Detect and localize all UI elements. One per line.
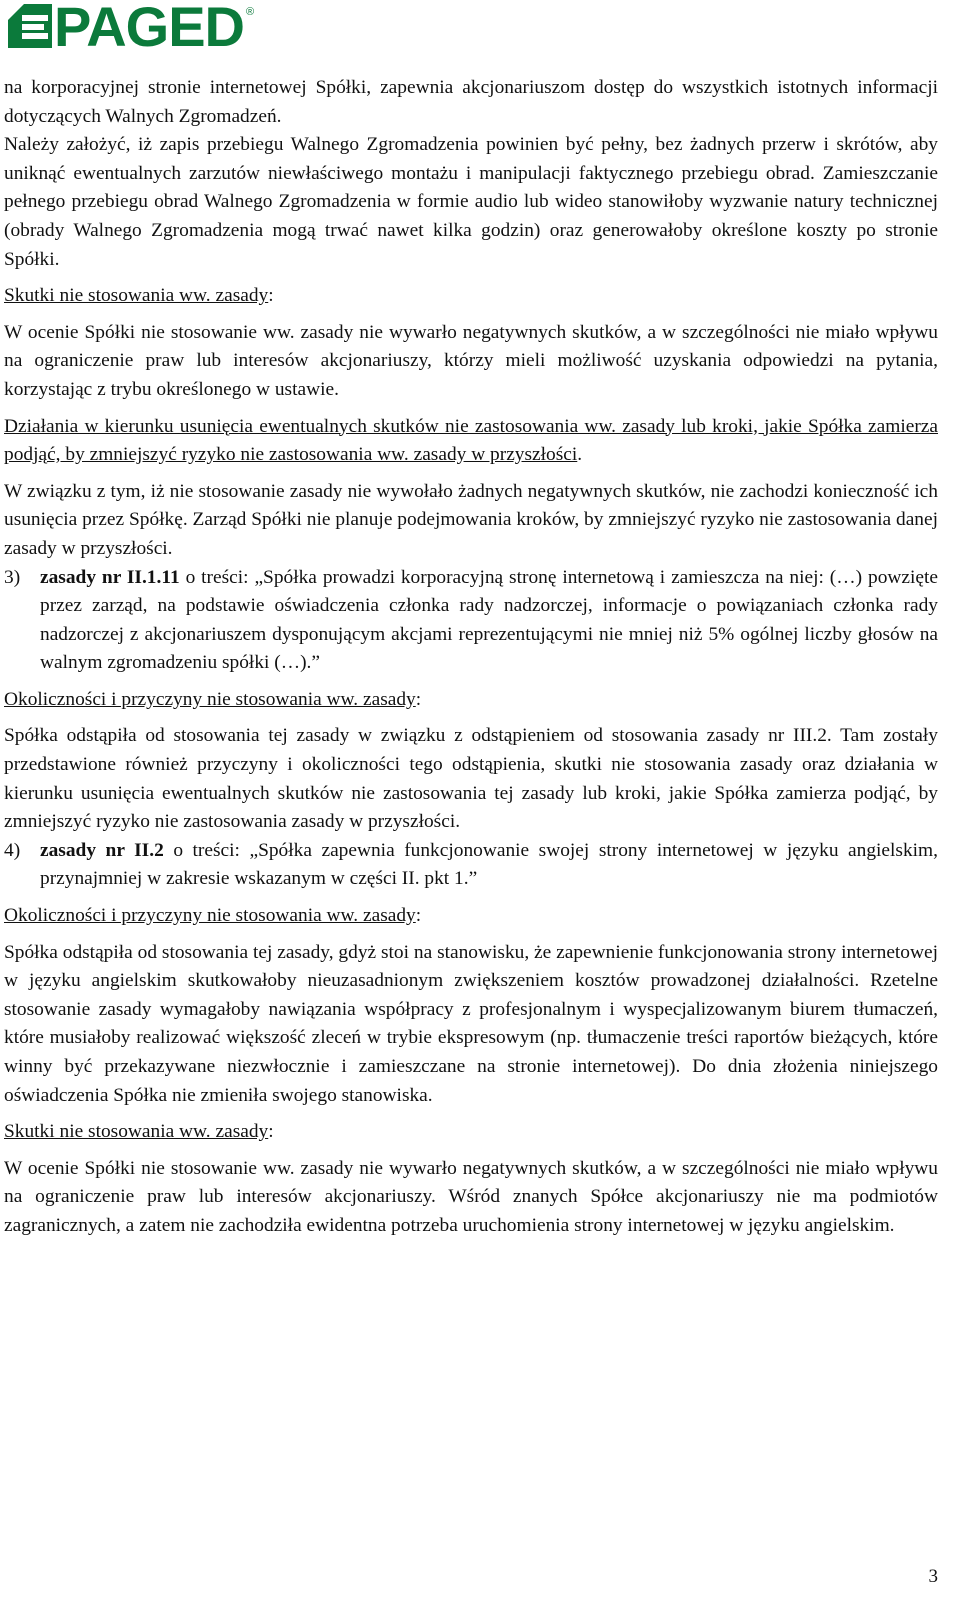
colon: : [415, 905, 422, 927]
list-item-4-number: 4) [4, 839, 21, 861]
list-item-3-bold: zasady nr II.1.11 [40, 566, 180, 588]
list-item-3 [4, 564, 938, 678]
paragraph-2: Należy założyć, iż zapis przebiegu Walnego Zgromadzenia powinien być pełny, bez żadnych przerw i skrótów, aby uniknąć ewentualnych zarzutów niewłaściwego montażu i manipulacji faktycznego przebiegu obrad. Zamieszczanie pełnego przebiegu obrad Walnego Zgromadzenia w formie audio lub wideo stanowiłoby wyzwanie natury technicznej (obrady Walnego Zgromadzenia mogą trwać nawet kilka godzin) oraz generowałoby określone koszty po stronie Spółki. [4, 134, 938, 270]
paragraph-1: na korporacyjnej stronie internetowej Spółki, zapewnia akcjonariuszom dostęp do wszystkich istotnych informacji dotyczących Walnych Zgromadzeń. [4, 77, 938, 127]
list-item-3-text: o treści: „Spółka prowadzi korporacyjną stronę internetową i zamieszcza na niej: (…) powzięte przez zarząd, na podstawie oświadczenia członka rady nadzorczej, informacje o powiązaniach członka rady nadzorczej z akcjonariuszem dysponującym akcjami reprezentującymi nie mniej niż 5% ogólnej liczby głosów na walnym zgromadzeniu spółki (…).” [40, 566, 938, 674]
list-item-3-body [40, 564, 938, 678]
document-body [4, 74, 938, 1241]
paragraph-3: W ocenie Spółki nie stosowanie ww. zasady nie wywarło negatywnych skutków, a w szczególności nie miało wpływu na ograniczenie praw lub interesów akcjonariuszy, którzy mieli możliwość uzyskania odpowiedzi na pytania, korzystając z trybu określonego w ustawie. [4, 321, 938, 400]
registered-mark: ® [246, 6, 255, 18]
paragraph-7: W ocenie Spółki nie stosowanie ww. zasady nie wywarło negatywnych skutków, a w szczególności nie miało wpływu na ograniczenie praw lub interesów akcjonariuszy. Wśród znanych Spółce akcjonariuszy nie ma podmiotów zagranicznych, a zatem nie zachodziła ewidentna potrzeba uruchomienia strony internetowej w języku angielskim. [4, 1157, 938, 1236]
list-item-4-bold: zasady nr II.2 [40, 839, 164, 861]
heading-skutki-2-text: Skutki nie stosowania ww. zasady [4, 1121, 269, 1143]
heading-okolicznosci-2-text: Okoliczności i przyczyny nie stosowania ww. zasady [4, 905, 416, 927]
heading-okolicznosci-1-text: Okoliczności i przyczyny nie stosowania ww. zasady [4, 688, 416, 710]
period: . [577, 444, 583, 466]
list-item-3-number: 3) [4, 566, 21, 588]
logo-text: PAGED [54, 0, 244, 58]
heading-okolicznosci-2 [4, 902, 938, 931]
list-item-4-text: o treści: „Spółka zapewnia funkcjonowanie swojej strony internetowej w języku angielskim, przynajmniej w zakresie wskazanym w części II. pkt 1.” [40, 839, 938, 890]
logo-mark-icon [8, 4, 52, 48]
colon: : [415, 688, 422, 710]
heading-dzialania [4, 413, 938, 470]
heading-skutki-2 [4, 1118, 938, 1147]
paragraph-4: W związku z tym, iż nie stosowanie zasady nie wywołało żadnych negatywnych skutków, nie zachodzi konieczność ich usunięcia przez Spółkę. Zarząd Spółki nie planuje podejmowania kroków, by zmniejszyć ryzyko nie zastosowania danej zasady w przyszłości. [4, 480, 938, 559]
paragraph-6: Spółka odstąpiła od stosowania tej zasady, gdyż stoi na stanowisku, że zapewnienie funkcjonowania strony internetowej w języku angielskim skutkowałoby nieuzasadnionym zwiększeniem kosztów prowadzonej działalności. Rzetelne stosowanie zasady wymagałoby nawiązania współpracy z profesjonalnym i wyspecjalizowanym biurem tłumaczeń, które musiałoby realizować większość zleceń w trybie ekspresowym (np. tłumaczenie treści raportów bieżących, które winny być przekazywane niezwłocznie i zamieszczane na stronie internetowej). Do dnia złożenia niniejszego oświadczenia Spółka nie zmieniła swojego stanowiska. [4, 941, 938, 1106]
heading-skutki-1 [4, 282, 938, 311]
list-item-4-body [40, 837, 938, 894]
heading-okolicznosci-1 [4, 686, 938, 715]
page-number: 3 [928, 1566, 938, 1587]
heading-dzialania-text: Działania w kierunku usunięcia ewentualnych skutków nie zastosowania ww. zasady lub kroki, jakie Spółka zamierza podjąć, by zmniejszyć ryzyko nie zastosowania ww. zasady w przyszłości [4, 415, 938, 466]
heading-skutki-1-text: Skutki nie stosowania ww. zasady [4, 285, 269, 307]
paragraph-5: Spółka odstąpiła od stosowania tej zasady w związku z odstąpieniem od stosowania zasady nr III.2. Tam zostały przedstawione również przyczyny i okoliczności tego odstąpienia, skutki nie stosowania zasady oraz działania w kierunku usunięcia ewentualnych skutków nie zastosowania tej zasady lub kroki, jakie Spółka zamierza podjąć, by zmniejszyć ryzyko nie zastosowania zasady w przyszłości. [4, 725, 938, 833]
list-item-4 [4, 837, 938, 894]
colon: : [268, 285, 274, 307]
colon: : [268, 1121, 274, 1143]
paged-logo [8, 0, 255, 58]
